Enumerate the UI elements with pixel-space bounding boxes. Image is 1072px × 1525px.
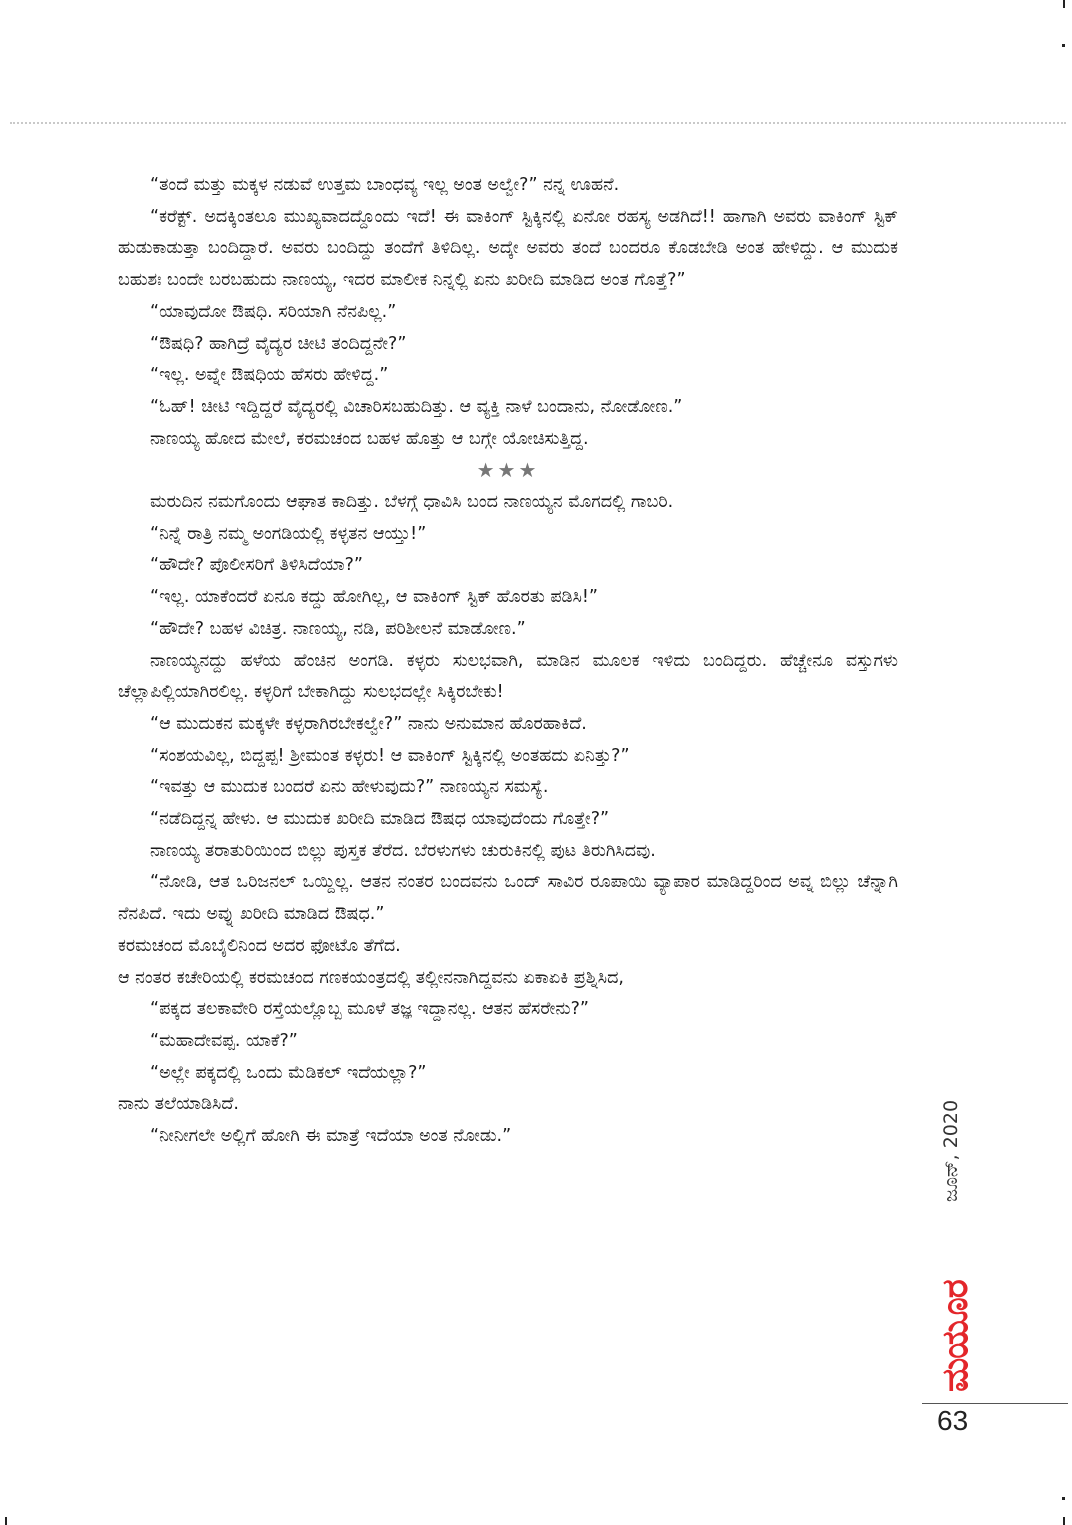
paragraph: “ಇವತ್ತು ಆ ಮುದುಕ ಬಂದರೆ ಏನು ಹೇಳುವುದು?” ನಾಣಯ್ಯನ ಸಮಸ್ಯೆ.: [150, 777, 549, 798]
paragraph: ನಾಣಯ್ಯ ತರಾತುರಿಯಿಂದ ಬಿಲ್ಲು ಪುಸ್ತಕ ತೆರೆದ. ಬೆರಳುಗಳು ಚುರುಕಿನಲ್ಲಿ ಪುಟ ತಿರುಗಿಸಿದವು.: [150, 840, 656, 861]
article-body: [118, 170, 898, 1153]
paragraph: “ಸಂಶಯವಿಲ್ಲ, ಬಿದ್ದಪ್ಪ! ಶ್ರೀಮಂತ ಕಳ್ಳರು! ಆ ವಾಕಿಂಗ್ ಸ್ಟಿಕ್ಕಿನಲ್ಲಿ ಅಂತಹದು ಏನಿತ್ತು?”: [150, 745, 630, 766]
paragraph: “ಆ ಮುದುಕನ ಮಕ್ಕಳೇ ಕಳ್ಳರಾಗಿರಬೇಕಲ್ವೇ?” ನಾನು ಅನುಮಾನ ಹೊರಹಾಕಿದೆ.: [150, 713, 587, 734]
paragraph: “ಕರೆಕ್ಟ್. ಅದಕ್ಕಿಂತಲೂ ಮುಖ್ಯವಾದದ್ದೊಂದು ಇದೆ! ಈ ವಾಕಿಂಗ್ ಸ್ಟಿಕ್ಕಿನಲ್ಲಿ ಏನೋ ರಹಸ್ಯ ಅಡಗಿದೆ!! ಹಾಗಾಗಿ ಅವರು ವಾಕಿಂಗ್ ಸ್ಟಿಕ್ ಹುಡುಕಾಡುತ್ತಾ ಬಂದಿದ್ದಾರೆ. ಅವರು ಬಂದಿದ್ದು ತಂದೆಗೆ ತಿಳಿದಿಲ್ಲ. ಅದ್ಕೇ ಅವರು ತಂದೆ ಬಂದರೂ ಕೊಡಬೇಡಿ ಅಂತ ಹೇಳಿದ್ದು. ಆ ಮುದುಕ ಬಹುಶಃ ಬಂದೇ ಬರಬಹುದು ನಾಣಯ್ಯ, ಇದರ ಮಾಲೀಕ ನಿನ್ನಲ್ಲಿ ಏನು ಖರೀದಿ ಮಾಡಿದ ಅಂತ ಗೊತ್ತೆ?”: [118, 206, 898, 291]
page-number-rule: [922, 1403, 1068, 1404]
paragraph: ಆ ನಂತರ ಕಚೇರಿಯಲ್ಲಿ ಕರಮಚಂದ ಗಣಕಯಂತ್ರದಲ್ಲಿ ತಲ್ಲೀನನಾಗಿದ್ದವನು ಏಕಾಏಕಿ ಪ್ರಶ್ನಿಸಿದ,: [118, 967, 624, 988]
paragraph: “ನೋಡಿ, ಆತ ಒರಿಜನಲ್ ಒಯ್ದಿಲ್ಲ. ಆತನ ನಂತರ ಬಂದವನು ಒಂದ್ ಸಾವಿರ ರೂಪಾಯಿ ವ್ಯಾಪಾರ ಮಾಡಿದ್ದರಿಂದ ಅವ್ನ ಬಿಲ್ಲು ಚೆನ್ನಾಗಿ ನೆನಪಿದೆ. ಇದು ಅವ್ನು ಖರೀದಿ ಮಾಡಿದ ಔಷಧ.”: [118, 872, 898, 925]
crop-mark-right-upper: [1062, 44, 1065, 47]
paragraph: ಕರಮಚಂದ ಮೊಬೈಲಿನಿಂದ ಅದರ ಫೋಟೊ ತೆಗೆದ.: [118, 935, 401, 956]
paragraph: “ಪಕ್ಕದ ತಲಕಾವೇರಿ ರಸ್ತೆಯಲ್ಲೊಬ್ಬ ಮೂಳೆ ತಜ್ಞ ಇದ್ದಾನಲ್ಲ. ಆತನ ಹೆಸರೇನು?”: [150, 999, 589, 1020]
crop-mark-top-right: [1063, 0, 1065, 8]
paragraph: “ನೀನೀಗಲೇ ಅಲ್ಲಿಗೆ ಹೋಗಿ ಈ ಮಾತ್ರೆ ಇದೆಯಾ ಅಂತ ನೋಡು.”: [150, 1126, 512, 1147]
paragraph: “ಹೌದೇ? ಬಹಳ ವಿಚಿತ್ರ. ನಾಣಯ್ಯ, ನಡಿ, ಪರಿಶೀಲನೆ ಮಾಡೋಣ.”: [150, 618, 526, 639]
paragraph: ನಾಣಯ್ಯನದ್ದು ಹಳೆಯ ಹೆಂಚಿನ ಅಂಗಡಿ. ಕಳ್ಳರು ಸುಲಭವಾಗಿ, ಮಾಡಿನ ಮೂಲಕ ಇಳಿದು ಬಂದಿದ್ದರು. ಹೆಚ್ಚೇನೂ ವಸ್ತುಗಳು ಚೆಲ್ಲಾಪಿಲ್ಲಿಯಾಗಿರಲಿಲ್ಲ. ಕಳ್ಳರಿಗೆ ಬೇಕಾಗಿದ್ದು ಸುಲಭದಲ್ಲೇ ಸಿಕ್ಕಿರಬೇಕು!: [118, 650, 898, 703]
paragraph: “ಮಹಾದೇವಪ್ಪ. ಯಾಕೆ?”: [150, 1030, 298, 1051]
paragraph: “ಔಷಧಿ? ಹಾಗಿದ್ರೆ ವೈದ್ಯರ ಚೀಟಿ ತಂದಿದ್ದನೇ?”: [150, 333, 407, 354]
page-number: 63: [937, 1405, 969, 1436]
paragraph: “ಇಲ್ಲ. ಅವ್ನೇ ಔಷಧಿಯ ಹೆಸರು ಹೇಳಿದ್ದ.”: [150, 365, 389, 386]
paragraph: “ನಿನ್ನೆ ರಾತ್ರಿ ನಮ್ಮ ಅಂಗಡಿಯಲ್ಲಿ ಕಳ್ಳತನ ಆಯ್ತು!”: [150, 523, 427, 544]
paragraph: “ಓಹ್! ಚೀಟಿ ಇದ್ದಿದ್ದರೆ ವೈದ್ಯರಲ್ಲಿ ವಿಚಾರಿಸಬಹುದಿತ್ತು. ಆ ವ್ಯಕ್ತಿ ನಾಳೆ ಬಂದಾನು, ನೋಡೋಣ.”: [150, 396, 683, 417]
paragraph: ಮರುದಿನ ನಮಗೊಂದು ಆಘಾತ ಕಾದಿತ್ತು. ಬೆಳಗ್ಗೆ ಧಾವಿಸಿ ಬಂದ ನಾಣಯ್ಯನ ಮೊಗದಲ್ಲಿ ಗಾಬರಿ.: [150, 492, 674, 513]
crop-mark-bottom-right: [1062, 1497, 1065, 1500]
crop-mark-bottom-right-2: [1063, 1517, 1065, 1525]
paragraph: “ನಡೆದಿದ್ದನ್ನ ಹೇಳು. ಆ ಮುದುಕ ಖರೀದಿ ಮಾಡಿದ ಔಷಧ ಯಾವುದೆಂದು ಗೊತ್ತೇ?”: [150, 809, 610, 830]
issue-date-text: ಜೂನ್, 2020: [940, 1099, 962, 1202]
paragraph: ನಾಣಯ್ಯ ಹೋದ ಮೇಲೆ, ಕರಮಚಂದ ಬಹಳ ಹೊತ್ತು ಆ ಬಗ್ಗೇ ಯೋಚಿಸುತ್ತಿದ್ದ.: [150, 428, 589, 449]
magazine-logo-text: ಮಯೂರ: [935, 1280, 976, 1392]
paragraph: “ಅಲ್ಲೇ ಪಕ್ಕದಲ್ಲಿ ಒಂದು ಮೆಡಿಕಲ್ ಇದೆಯಲ್ಲಾ?”: [150, 1062, 427, 1083]
crop-mark-bottom-left: [5, 1517, 7, 1525]
paragraph: ನಾನು ತಲೆಯಾಡಿಸಿದೆ.: [118, 1094, 239, 1115]
paragraph: “ಹೌದೇ? ಪೊಲೀಸರಿಗೆ ತಿಳಿಸಿದೆಯಾ?”: [150, 555, 363, 576]
top-dotted-divider: [10, 122, 1066, 124]
paragraph: “ತಂದೆ ಮತ್ತು ಮಕ್ಕಳ ನಡುವೆ ಉತ್ತಮ ಬಾಂಧವ್ಯ ಇಲ್ಲ ಅಂತ ಅಲ್ವೇ?” ನನ್ನ ಊಹನೆ.: [150, 175, 620, 195]
paragraph: “ಇಲ್ಲ. ಯಾಕೆಂದರೆ ಏನೂ ಕದ್ದು ಹೋಗಿಲ್ಲ, ಆ ವಾಕಿಂಗ್ ಸ್ಟಿಕ್ ಹೊರತು ಪಡಿಸಿ!”: [150, 587, 598, 608]
paragraph: “ಯಾವುದೋ ಔಷಧಿ. ಸರಿಯಾಗಿ ನೆನಪಿಲ್ಲ.”: [150, 301, 397, 322]
section-separator: ★★★: [476, 458, 540, 483]
